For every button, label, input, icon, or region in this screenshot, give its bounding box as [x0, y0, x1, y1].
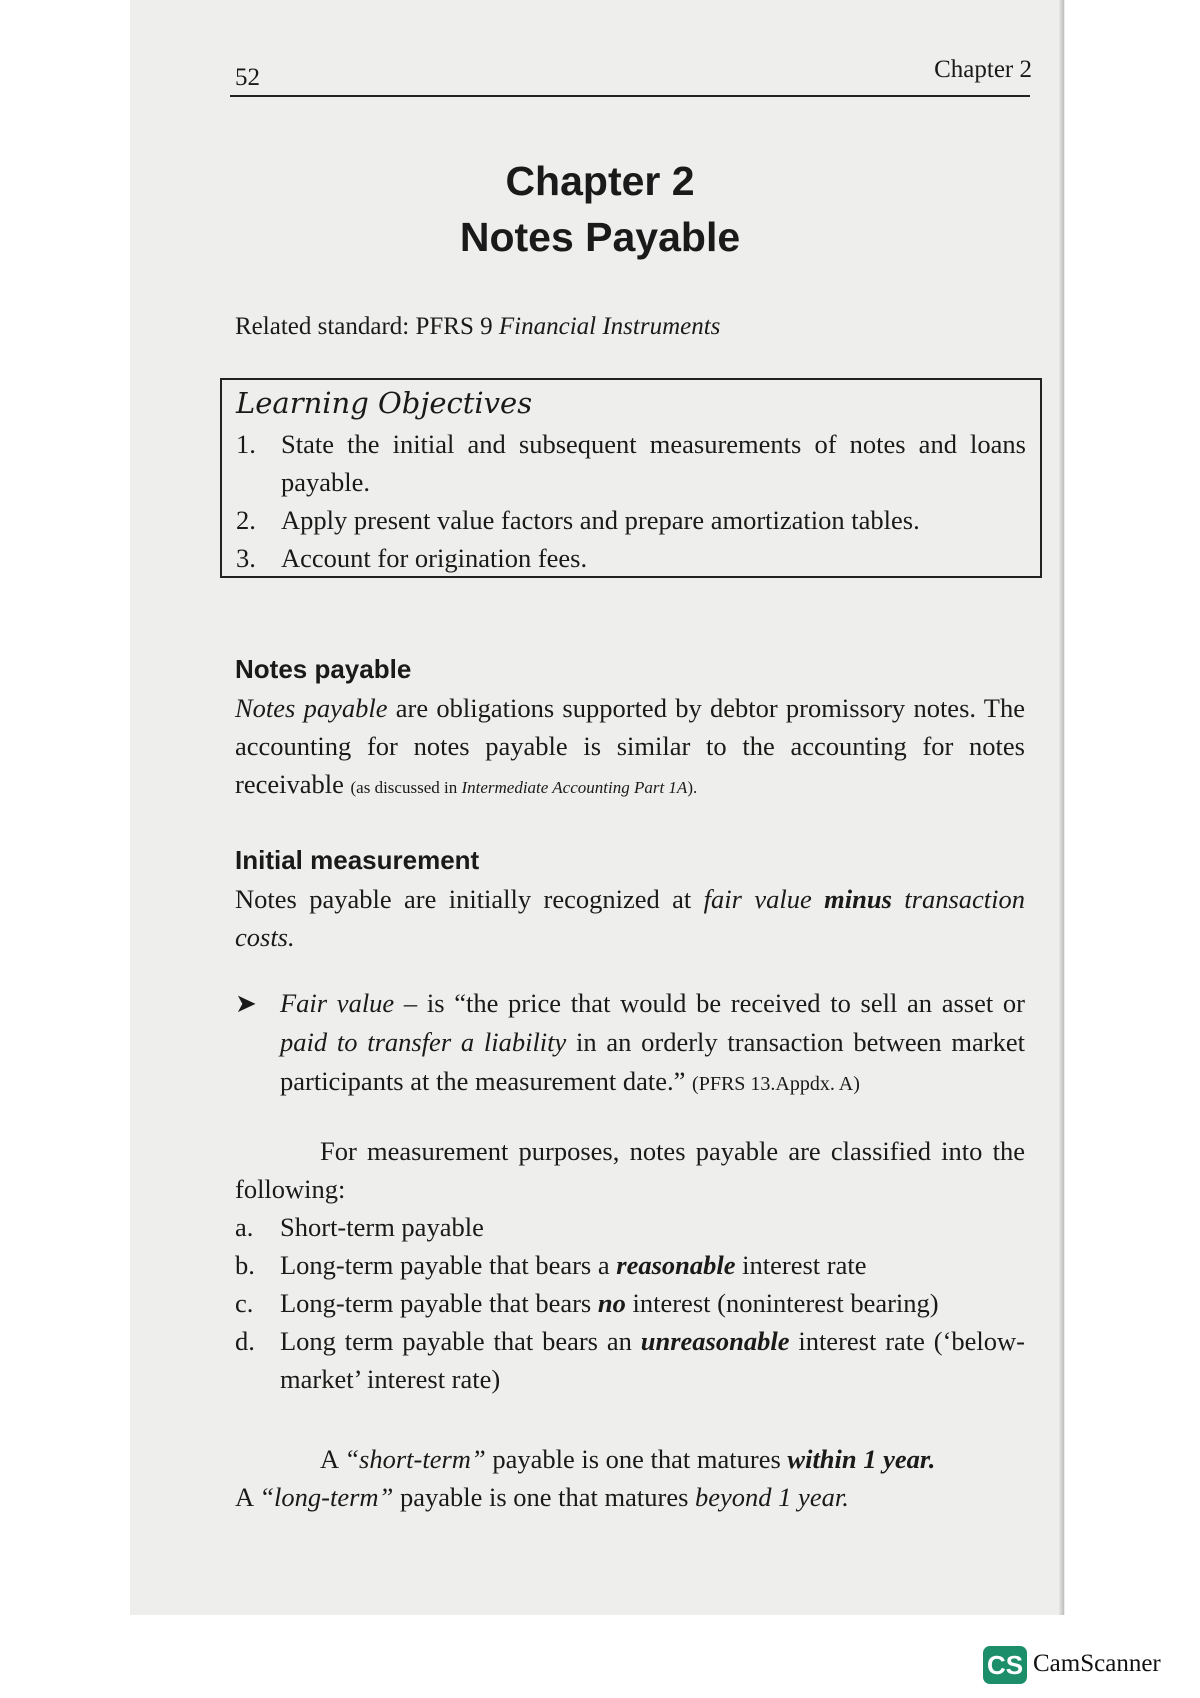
source-reference: (as discussed in Intermediate Accounting Part 1A).: [350, 778, 698, 797]
learning-objectives-box: [220, 378, 1042, 578]
fair-value-definition: [235, 984, 1025, 1104]
classification-item: b. Long-term payable that bears a reasonable interest rate: [235, 1250, 867, 1280]
learning-objectives-heading: Learning Objectives: [236, 386, 533, 420]
chapter-number: Chapter 2: [505, 158, 695, 204]
short-term-definition: A “short-term” payable is one that matures within 1 year.: [320, 1444, 936, 1474]
objective-number: 1.: [236, 429, 256, 459]
notes-payable-paragraph: Notes payable are obligations supported by debtor promissory notes. The accounting for notes payable is similar to the accounting for notes receivable (as discussed in Intermediate Accounting Part 1A).: [235, 693, 1025, 799]
objective-text: Apply present value factors and prepare amortization tables.: [281, 505, 920, 535]
term-notes-payable: Notes payable: [235, 693, 388, 723]
notes-payable-heading: Notes payable: [235, 654, 412, 684]
header-rule: [230, 95, 1030, 97]
objective-number: 2.: [236, 505, 256, 535]
objective-item: [236, 539, 1026, 577]
initial-measurement-paragraph: Notes payable are initially recognized at fair value minus transaction costs.: [235, 884, 1026, 952]
pfrs-reference: (PFRS 13.Appdx. A): [692, 1073, 860, 1095]
related-standard: [235, 313, 720, 341]
classification-item: a. Short-term payable: [235, 1212, 484, 1242]
initial-measurement-heading: Initial measurement: [235, 845, 480, 875]
objective-item: [236, 501, 1026, 539]
classification-item: c. Long-term payable that bears no interest (noninterest bearing): [235, 1288, 939, 1318]
arrow-bullet-icon: ➤: [235, 989, 257, 1018]
camscanner-watermark: CamScanner: [1033, 1650, 1161, 1677]
chapter-title: Notes Payable: [459, 214, 741, 260]
camscanner-logo: CS: [983, 1646, 1027, 1684]
page-edge-shadow: [1059, 0, 1064, 1615]
classification-intro: For measurement purposes, notes payable are classified into the following:: [235, 1136, 1025, 1204]
classification-item: d. Long term payable that bears an unreasonable interest rate (‘below-market’ interest rate): [235, 1326, 1025, 1394]
objective-text: State the initial and subsequent measurements of notes and loans payable.: [281, 429, 1026, 497]
related-standard-title: Financial Instruments: [498, 313, 721, 340]
related-standard-label: Related standard: PFRS 9: [235, 313, 493, 340]
page-number: 52: [235, 64, 260, 91]
objective-number: 3.: [236, 543, 256, 573]
objective-text: Account for origination fees.: [281, 543, 588, 573]
objective-item: [236, 425, 1026, 501]
running-head: Chapter 2: [934, 56, 1032, 83]
fair-value-text: Fair value – is “the price that would be received to sell an asset or paid to transfer a liability in an orderly transaction between market participants at the measurement date.” (PFRS 13.Appdx. A): [280, 988, 1025, 1096]
long-term-definition: A “long-term” payable is one that matures beyond 1 year.: [235, 1482, 849, 1512]
